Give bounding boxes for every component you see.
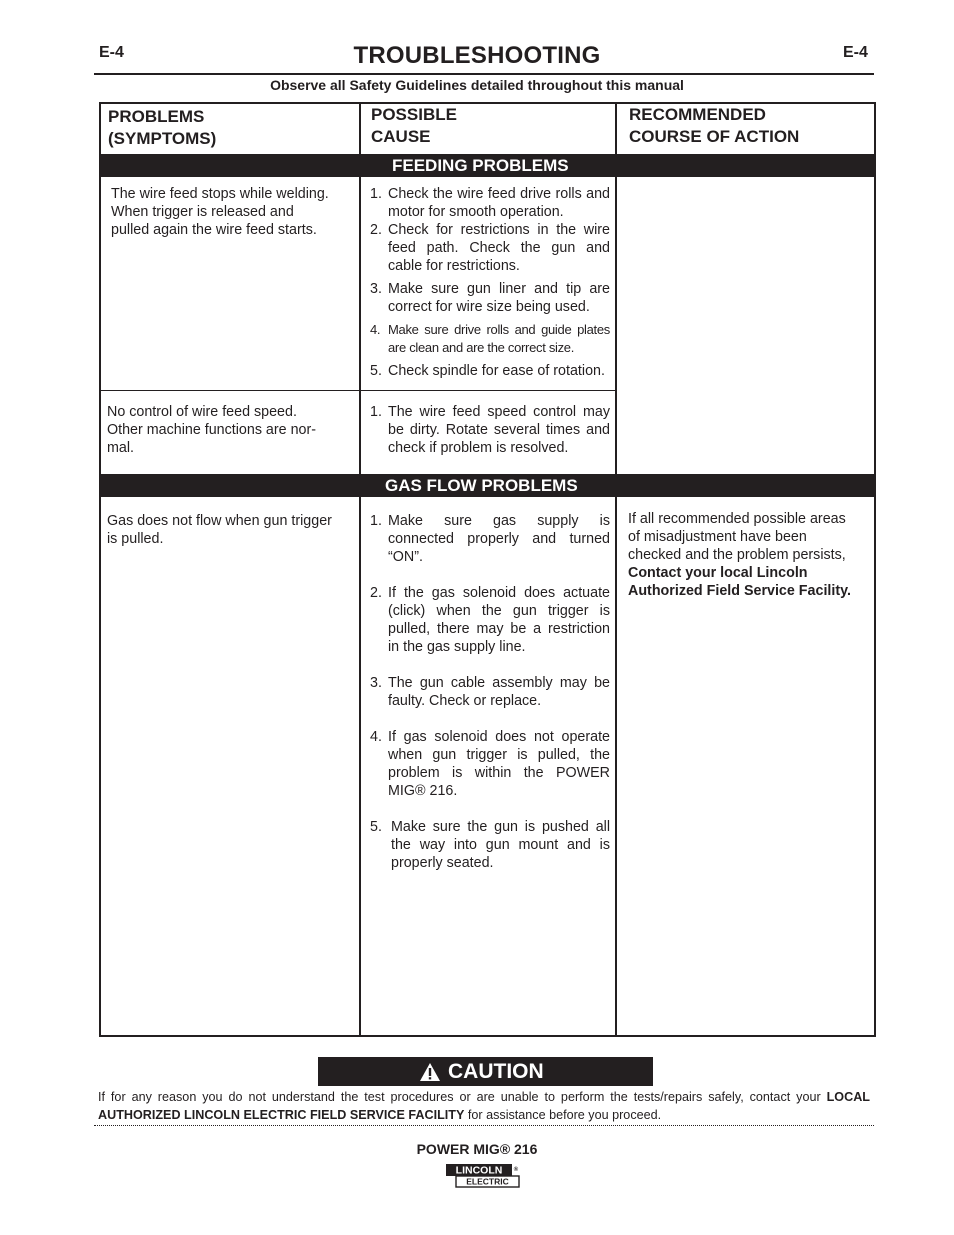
cause-number: 3. — [370, 281, 382, 297]
action-line: of misadjustment have been — [628, 529, 807, 545]
cause-item — [370, 674, 610, 710]
page-title: TROUBLESHOOTING — [353, 42, 601, 69]
cause-item — [370, 584, 610, 656]
action-line-bold: Authorized Field Service Facility. — [628, 583, 851, 599]
caution-label: CAUTION — [448, 1060, 544, 1083]
cause-item — [370, 221, 610, 275]
cause-text: Check for restrictions in the wire feed path. Check the gun and cable for restrictions. — [388, 222, 610, 274]
section-header-feeding — [100, 154, 875, 177]
logo-text-top: LINCOLN — [455, 1164, 503, 1177]
cause-text: Check the wire feed drive rolls and motor for smooth operation. — [388, 186, 610, 220]
cause-item — [370, 818, 610, 872]
column-header-line: (SYMPTOMS) — [108, 129, 217, 148]
column-divider — [615, 497, 617, 1036]
problem-cell — [107, 512, 352, 548]
cause-item — [370, 280, 610, 316]
cause-number: 5. — [370, 363, 382, 379]
problem-cell — [111, 185, 356, 239]
cause-text: The wire feed speed control may be dirty. Rotate several times and check if problem is resolved. — [388, 404, 610, 456]
cause-text: The gun cable assembly may be faulty. Check or replace. — [388, 675, 610, 709]
cause-number: 1. — [370, 186, 382, 202]
safety-note: Observe all Safety Guidelines detailed throughout this manual — [270, 77, 684, 93]
cause-number: 4. — [370, 322, 381, 337]
page-number-left: E-4 — [99, 44, 124, 61]
cause-number: 2. — [370, 222, 382, 238]
cause-item — [370, 512, 610, 566]
column-header-line: CAUSE — [371, 127, 431, 146]
caution-text-part: for assistance before you proceed. — [464, 1108, 662, 1122]
header-rule — [94, 73, 874, 75]
cause-item — [370, 185, 610, 221]
problem-line: No control of wire feed speed. — [107, 404, 297, 420]
cause-list — [370, 403, 610, 457]
problem-cell — [107, 403, 352, 457]
section-title: GAS FLOW PROBLEMS — [385, 476, 578, 495]
problem-line: Other machine functions are nor- — [107, 422, 316, 438]
lincoln-electric-logo — [445, 1163, 522, 1188]
problem-line: is pulled. — [107, 531, 164, 547]
problem-line: Gas does not flow when gun trigger — [107, 513, 332, 529]
cause-text: Check spindle for ease of rotation. — [388, 363, 605, 379]
action-line: checked and the problem persists, — [628, 547, 846, 563]
column-header-problems — [108, 106, 216, 150]
action-line-bold: Contact your local Lincoln — [628, 565, 808, 581]
cause-number: 4. — [370, 729, 382, 745]
cause-number: 1. — [370, 513, 382, 529]
logo-registered-mark: ® — [513, 1167, 519, 1173]
problem-line: mal. — [107, 440, 135, 456]
caution-text — [98, 1088, 870, 1124]
problem-line: pulled again the wire feed starts. — [111, 222, 317, 238]
column-header-line: PROBLEMS — [108, 107, 205, 126]
page-number-right: E-4 — [843, 44, 868, 61]
column-header-cause — [371, 104, 457, 148]
column-header-action — [629, 104, 799, 148]
cause-item — [370, 321, 610, 357]
cause-item — [370, 403, 610, 457]
column-divider — [359, 497, 361, 1036]
cause-text: Make sure the gun is pushed all the way into gun mount and is properly seated. — [391, 819, 610, 871]
cause-number: 3. — [370, 675, 382, 691]
cause-list — [370, 512, 610, 872]
model-name: POWER MIG® 216 — [416, 1141, 538, 1157]
cause-number: 5. — [370, 819, 382, 835]
action-line: If all recommended possible areas — [628, 511, 846, 527]
column-header-line: RECOMMENDED — [629, 105, 766, 124]
row-divider — [100, 390, 616, 391]
cause-text: If the gas solenoid does actuate (click) when the gun trigger is pulled, there may be a restriction in the gas supply line. — [388, 585, 610, 655]
cause-list — [370, 185, 610, 380]
cause-text: Make sure gas supply is connected properly and turned “ON”. — [388, 513, 610, 565]
caution-text-bold: LOCAL AUTHORIZED LINCOLN ELECTRIC FIELD SERVICE FACILITY — [98, 1090, 870, 1122]
section-title: FEEDING PROBLEMS — [392, 156, 569, 175]
cause-text: If gas solenoid does not operate when gun trigger is pulled, the problem is within the POWER MIG® 216. — [388, 729, 610, 799]
cause-item — [370, 728, 610, 800]
footer-dotted-rule — [94, 1125, 874, 1126]
cause-number: 1. — [370, 404, 382, 420]
cause-text: Make sure drive rolls and guide plates are clean and are the correct size. — [388, 322, 610, 355]
problem-line: When trigger is released and — [111, 204, 294, 220]
problem-line: The wire feed stops while welding. — [111, 186, 329, 202]
caution-text-part: If for any reason you do not understand the test procedures or are unable to perform the tests/repairs safely, contact your — [98, 1090, 821, 1104]
section-header-gas-flow — [100, 474, 875, 497]
cause-item — [370, 362, 610, 380]
column-header-line: COURSE OF ACTION — [629, 127, 800, 146]
action-cell — [628, 510, 873, 600]
logo-text-bottom: ELECTRIC — [466, 1176, 509, 1187]
column-header-line: POSSIBLE — [371, 105, 457, 124]
warning-triangle-icon — [419, 1062, 441, 1082]
cause-text: Make sure gun liner and tip are correct for wire size being used. — [388, 281, 610, 315]
caution-banner — [318, 1057, 653, 1086]
cause-number: 2. — [370, 585, 382, 601]
